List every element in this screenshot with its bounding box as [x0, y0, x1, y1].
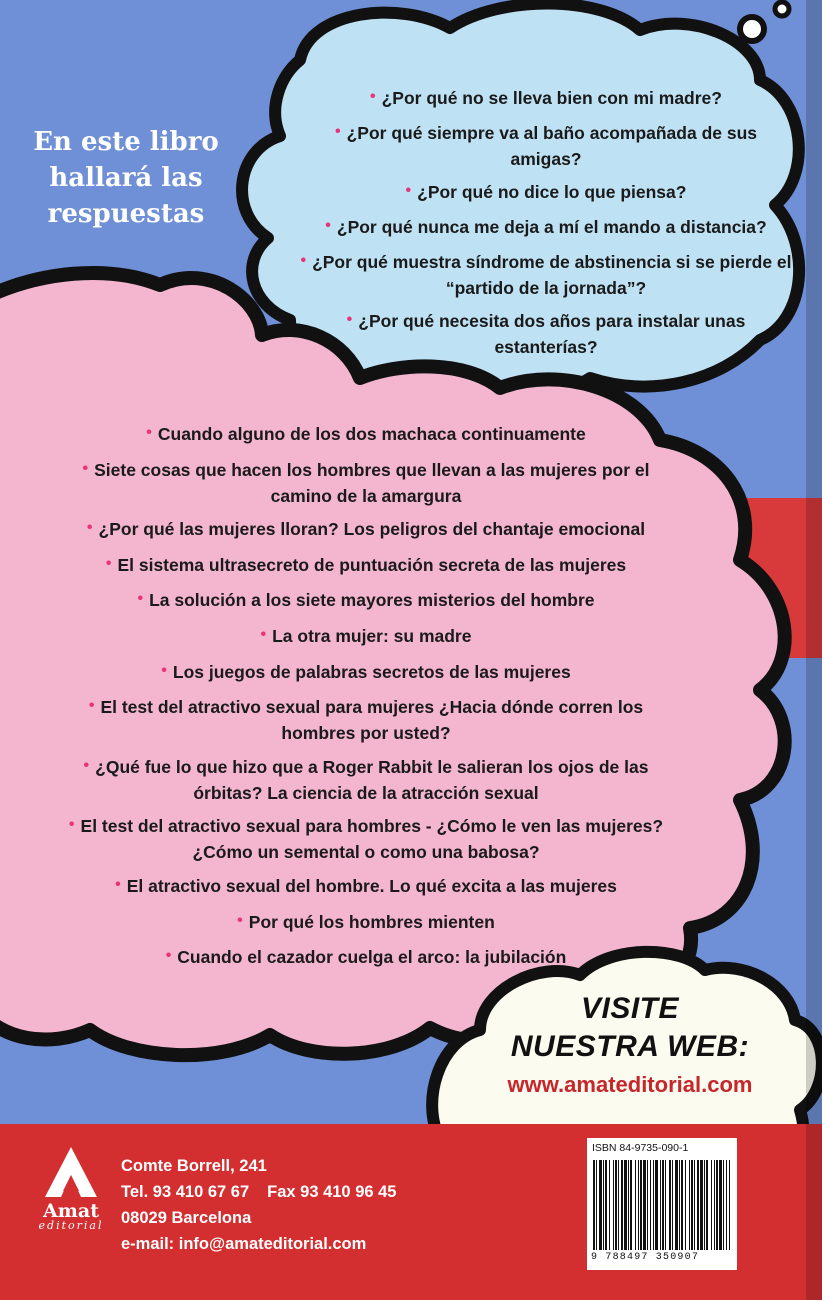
- barcode-bar: [697, 1160, 699, 1250]
- barcode-bar: [691, 1160, 693, 1250]
- bullet-icon: •: [346, 311, 353, 328]
- barcode-bar: [681, 1160, 683, 1250]
- barcode-bar: [669, 1160, 671, 1250]
- barcode-bar: [599, 1160, 602, 1250]
- ean-number: 9 788497 350907: [591, 1252, 700, 1263]
- bullet-icon: •: [300, 252, 307, 269]
- bullet-icon: •: [86, 519, 93, 537]
- bullet-icon: •: [405, 182, 412, 199]
- publisher-fax: Fax 93 410 96 45: [267, 1183, 397, 1201]
- barcode-bar: [596, 1160, 597, 1250]
- thought-bubble-large: [740, 17, 764, 41]
- bullet-icon: •: [165, 947, 172, 965]
- barcode-bar: [716, 1160, 718, 1250]
- bullet-icon: •: [68, 816, 75, 834]
- barcode-bar: [628, 1160, 629, 1250]
- list-item: • El atractivo sexual del hombre. Lo qué excita a las mujeres: [115, 875, 617, 896]
- barcode-bar: [689, 1160, 690, 1250]
- list-item: • ¿Por qué las mujeres lloran? Los peligros del chantaje emocional: [86, 519, 646, 540]
- list-item: • El sistema ultrasecreto de puntuación secreta de las mujeres: [105, 554, 627, 575]
- pink-cloud-topic-list: [16, 422, 716, 981]
- bullet-icon: •: [88, 697, 95, 715]
- barcode-bar: [609, 1160, 610, 1250]
- web-url-link[interactable]: www.amateditorial.com: [507, 1072, 753, 1097]
- isbn-number: ISBN 84-9735-090-1: [592, 1142, 689, 1154]
- web-promo: [450, 990, 810, 1098]
- list-item: • Por qué los hombres mienten: [237, 911, 495, 932]
- barcode-bar: [679, 1160, 680, 1250]
- spine-shadow: [806, 0, 822, 1300]
- amat-triangle-icon: [43, 1145, 99, 1199]
- barcode-bar: [630, 1160, 632, 1250]
- barcode-bar: [624, 1160, 627, 1250]
- barcode-bar: [621, 1160, 623, 1250]
- barcode-bar: [700, 1160, 703, 1250]
- barcode-label: [587, 1138, 737, 1270]
- publisher-contact: [121, 1153, 396, 1257]
- list-item: • ¿Por qué necesita dos años para instalar unas estanterías?: [346, 311, 746, 357]
- bullet-icon: •: [325, 217, 331, 234]
- barcode-bar: [613, 1160, 614, 1250]
- barcode-bar: [615, 1160, 617, 1250]
- barcode-bar: [704, 1160, 705, 1250]
- blue-cloud-question-list: [296, 86, 796, 368]
- list-item: • Los juegos de palabras secretos de las mujeres: [161, 661, 571, 682]
- list-item: • ¿Por qué no dice lo que piensa?: [405, 182, 687, 202]
- list-item: • Cuando el cazador cuelga el arco: la jubilación: [165, 947, 567, 968]
- bullet-icon: •: [237, 911, 243, 929]
- barcode-bar: [694, 1160, 695, 1250]
- barcode-bar: [653, 1160, 654, 1250]
- publisher-email[interactable]: e-mail: info@amateditorial.com: [121, 1235, 367, 1253]
- barcode-bar: [593, 1160, 595, 1250]
- publisher-phone-line: [121, 1179, 396, 1205]
- barcode-bar: [662, 1160, 664, 1250]
- side-heading: [6, 124, 246, 232]
- barcode-bar: [729, 1160, 730, 1250]
- bullet-icon: •: [370, 88, 376, 105]
- barcode-bar: [603, 1160, 604, 1250]
- list-item: • ¿Por qué no se lleva bien con mi madre?: [370, 88, 722, 108]
- bullet-icon: •: [137, 590, 144, 608]
- barcode-bar: [706, 1160, 708, 1250]
- bullet-icon: •: [105, 554, 112, 572]
- side-heading-line-1: En este libro: [33, 127, 219, 157]
- thought-bubble-small: [775, 2, 789, 16]
- barcode-bar: [672, 1160, 673, 1250]
- list-item: • El test del atractivo sexual para mujeres ¿Hacia dónde corren los hombres por usted?: [88, 697, 644, 744]
- bullet-icon: •: [161, 661, 167, 679]
- side-heading-line-2: hallará las: [49, 163, 203, 193]
- publisher-logo: [30, 1145, 112, 1232]
- list-item: • ¿Qué fue lo que hizo que a Roger Rabbit le salieran los ojos de las órbitas? La ciencia de la atracción sexual: [83, 756, 649, 803]
- web-promo-line-1: VISITE: [580, 992, 680, 1025]
- barcode-bar: [643, 1160, 646, 1250]
- bullet-icon: •: [83, 756, 90, 774]
- barcode-bar: [647, 1160, 648, 1250]
- barcode-bar: [685, 1160, 686, 1250]
- barcode-bar: [660, 1160, 661, 1250]
- list-item: • ¿Por qué siempre va al baño acompañada de sus amigas?: [334, 123, 758, 169]
- list-item: • La solución a los siete mayores misterios del hombre: [137, 590, 595, 611]
- barcode-bar: [719, 1160, 722, 1250]
- list-item: • La otra mujer: su madre: [260, 625, 472, 646]
- bullet-icon: •: [115, 875, 121, 893]
- logo-name: Amat: [43, 1200, 99, 1222]
- barcode-bar: [655, 1160, 658, 1250]
- list-item: • Cuando alguno de los dos machaca continuamente: [146, 424, 586, 444]
- publisher-city: 08029 Barcelona: [121, 1209, 252, 1227]
- bullet-icon: •: [334, 123, 341, 140]
- web-promo-line-2: NUESTRA WEB:: [510, 1030, 750, 1063]
- barcode-bar: [605, 1160, 607, 1250]
- barcode-bar: [714, 1160, 715, 1250]
- barcode-bar: [726, 1160, 727, 1250]
- list-item: • El test del atractivo sexual para hombres - ¿Cómo le ven las mujeres? ¿Cómo un semental o como una babosa?: [68, 816, 664, 863]
- list-item: • Siete cosas que hacen los hombres que llevan a las mujeres por el camino de la amargura: [82, 459, 650, 506]
- barcode-bar: [650, 1160, 651, 1250]
- bullet-icon: •: [82, 459, 89, 477]
- barcode-bar: [635, 1160, 636, 1250]
- barcode-bar: [723, 1160, 724, 1250]
- publisher-tel: Tel. 93 410 67 67: [121, 1183, 250, 1201]
- logo-sub: editorial: [38, 1219, 104, 1232]
- publisher-address: Comte Borrell, 241: [121, 1157, 267, 1175]
- side-heading-line-3: respuestas: [47, 199, 205, 229]
- bullet-icon: •: [146, 424, 152, 441]
- barcode-bar: [675, 1160, 678, 1250]
- barcode-bar: [711, 1160, 712, 1250]
- bullet-icon: •: [260, 625, 267, 643]
- barcode-bar: [640, 1160, 642, 1250]
- list-item: • ¿Por qué muestra síndrome de abstinencia si se pierde el “partido de la jornada”?: [300, 252, 792, 298]
- barcode-bar: [638, 1160, 639, 1250]
- barcode-icon: [593, 1160, 731, 1250]
- barcode-bar: [618, 1160, 619, 1250]
- list-item: • ¿Por qué nunca me deja a mí el mando a distancia?: [325, 217, 767, 237]
- barcode-bar: [665, 1160, 666, 1250]
